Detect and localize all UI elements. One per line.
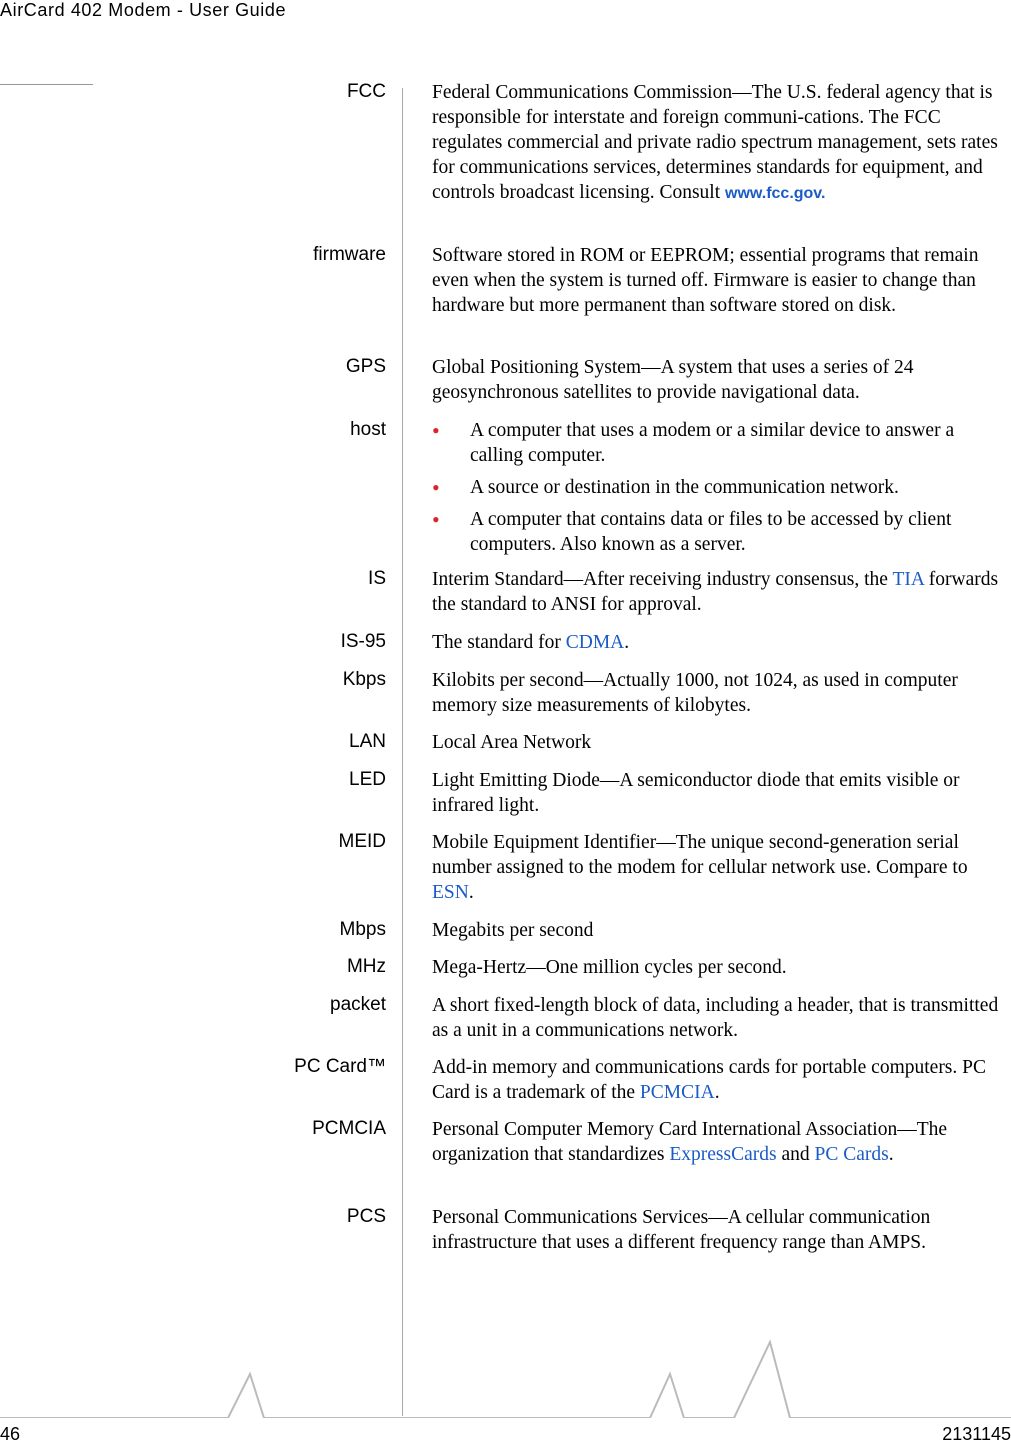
definition-text: and — [776, 1144, 815, 1165]
definition-text: Interim Standard—After receiving industry consensus, the — [432, 569, 893, 590]
glossary-definition — [432, 1117, 1010, 1167]
glossary-term: MEID — [338, 831, 386, 852]
glossary-definition — [432, 1055, 1010, 1105]
glossary-term: GPS — [345, 356, 386, 377]
glossary-definition — [432, 80, 1010, 206]
glossary-term: LAN — [349, 731, 386, 752]
bullet-text: A source or destination in the communication network. — [470, 477, 899, 498]
cross-reference-link[interactable]: ESN — [432, 882, 469, 903]
glossary-definition — [432, 918, 1010, 943]
definition-text: Personal Communications Services—A cellular communication infrastructure that uses a different frequency range than AMPS. — [432, 1207, 931, 1253]
glossary-definition — [432, 955, 1010, 980]
footer-signal-graphic — [0, 1338, 1011, 1418]
column-divider — [402, 88, 403, 1416]
definition-text: Local Area Network — [432, 732, 592, 753]
definition-text: The standard for — [432, 632, 566, 653]
definition-text: Add-in memory and communications cards for portable computers. PC Card is a trademark of the — [432, 1057, 986, 1103]
glossary-term: FCC — [346, 81, 386, 102]
definition-text: Federal Communications Commission—The U.S. federal agency that is responsible for interstate and foreign communi-cations. The FCC regulates commercial and private radio spectrum management, sets rates for communications services, determines standards for equipment, and controls broadcast licensing. Consult — [432, 82, 998, 203]
glossary-definition — [432, 418, 1010, 564]
glossary-definition — [432, 1205, 1010, 1255]
bullet-icon: • — [432, 418, 440, 443]
definition-text: . — [714, 1082, 720, 1103]
bullet-item — [432, 475, 1010, 500]
definition-text: Global Positioning System—A system that uses a series of 24 geosynchronous satellites to provide navigational data. — [432, 357, 914, 403]
bullet-text: A computer that uses a modem or a similar device to answer a calling computer. — [470, 420, 955, 466]
bullet-item — [432, 418, 1010, 468]
cross-reference-link[interactable]: CDMA — [565, 632, 625, 653]
cross-reference-link[interactable]: PCMCIA — [639, 1082, 715, 1103]
glossary-definition — [432, 993, 1010, 1043]
glossary-term: MHz — [346, 956, 386, 977]
definition-text: Software stored in ROM or EEPROM; essential programs that remain even when the system is turned off. Firmware is easier to change than hardware but more permanent than software stored on disk. — [432, 245, 979, 316]
page-number: 46 — [0, 1424, 21, 1444]
glossary-definition — [432, 355, 1010, 405]
cross-reference-link[interactable]: ExpressCards — [669, 1144, 777, 1165]
definition-text: forwards the standard to ANSI for approval. — [432, 569, 999, 615]
cross-reference-link[interactable]: TIA — [892, 569, 924, 590]
web-link[interactable]: www.fcc.gov. — [725, 185, 826, 202]
glossary-term: IS-95 — [340, 631, 386, 652]
glossary-term: host — [350, 419, 386, 440]
glossary-term: PCS — [346, 1206, 386, 1227]
definition-text: . — [888, 1144, 894, 1165]
glossary-definition — [432, 730, 1010, 755]
glossary-definition — [432, 567, 1010, 617]
glossary-term: Mbps — [339, 919, 386, 940]
glossary-definition — [432, 830, 1010, 905]
bullet-text: A computer that contains data or files to be accessed by client computers. Also known as a server. — [470, 509, 952, 555]
glossary-definition — [432, 243, 1010, 318]
bullet-icon: • — [432, 475, 440, 500]
definition-text: . — [624, 632, 630, 653]
bullet-item — [432, 507, 1010, 557]
definition-text: Kilobits per second—Actually 1000, not 1024, as used in computer memory size measurements of kilobytes. — [432, 670, 958, 716]
cross-reference-link[interactable]: PC Cards — [814, 1144, 889, 1165]
definition-text: Megabits per second — [432, 920, 594, 941]
glossary-term: PC Card™ — [294, 1056, 386, 1077]
definition-text: Mobile Equipment Identifier—The unique second-generation serial number assigned to the modem for cellular network use. Compare to — [432, 832, 968, 878]
header-rule — [0, 84, 93, 85]
glossary-definition — [432, 768, 1010, 818]
definition-text: Personal Computer Memory Card International Association—The organization that standardizes — [432, 1119, 948, 1165]
glossary-definition — [432, 668, 1010, 718]
glossary-term: packet — [330, 994, 386, 1015]
document-number: 2131145 — [942, 1424, 1011, 1444]
definition-text: A short fixed-length block of data, including a header, that is transmitted as a unit in a communications network. — [432, 995, 999, 1041]
glossary-term: firmware — [313, 244, 386, 265]
definition-text: . — [468, 882, 474, 903]
page-header: AirCard 402 Modem - User Guide — [0, 0, 287, 20]
glossary-term: Kbps — [342, 669, 386, 690]
definition-text: Light Emitting Diode—A semiconductor diode that emits visible or infrared light. — [432, 770, 960, 816]
glossary-term: IS — [368, 568, 386, 589]
definition-text: Mega-Hertz—One million cycles per second. — [432, 957, 787, 978]
glossary-term: PCMCIA — [312, 1118, 386, 1139]
glossary-term: LED — [349, 769, 386, 790]
glossary-definition — [432, 630, 1010, 655]
bullet-icon: • — [432, 507, 440, 532]
